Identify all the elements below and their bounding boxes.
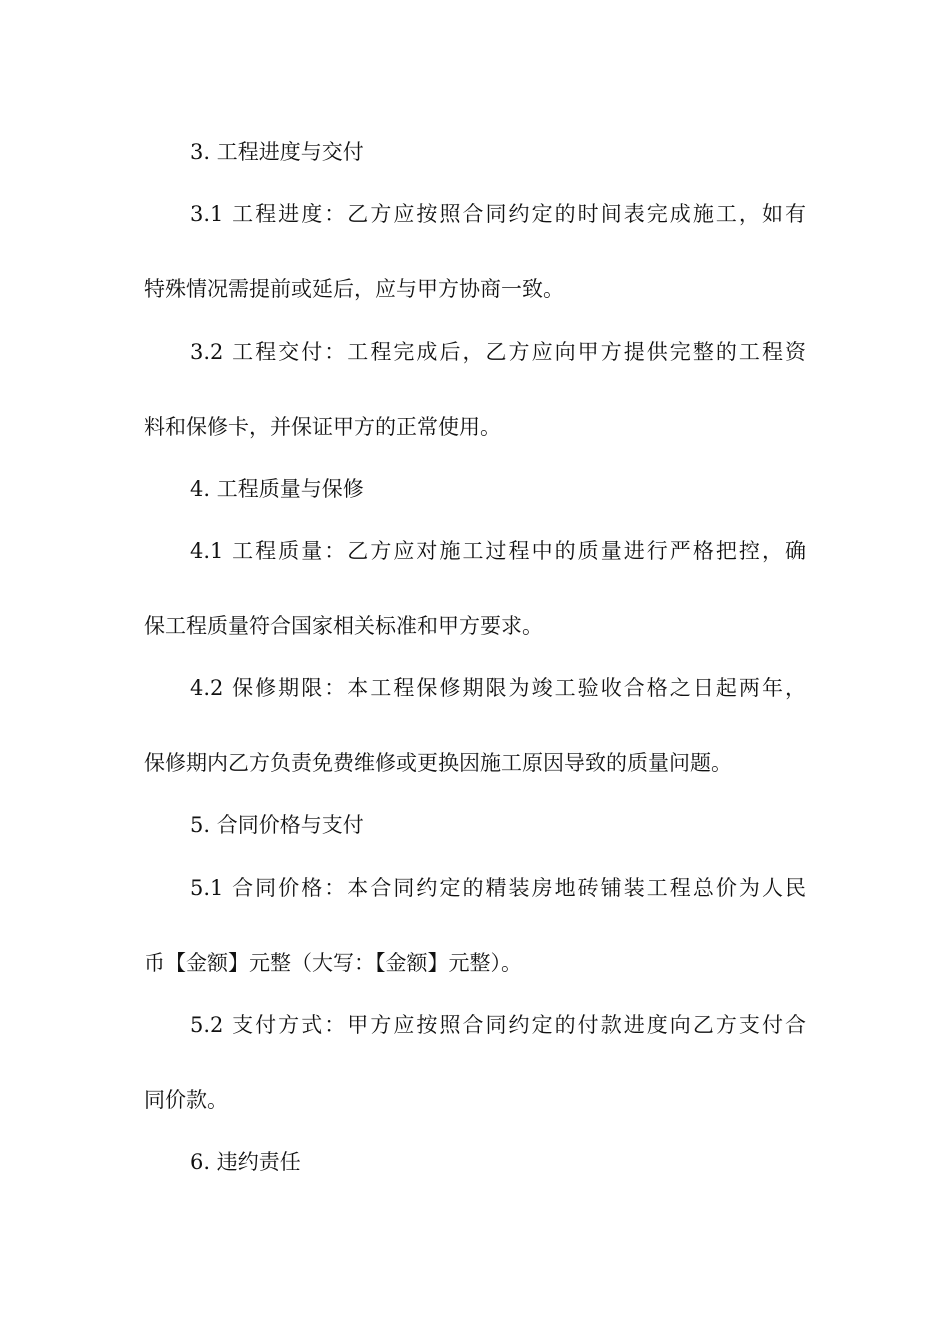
clause-4-2-line-1: 4.2 保修期限：本工程保修期限为竣工验收合格之日起两年， (190, 676, 806, 700)
section-heading-3: 3. 工程进度与交付 (190, 140, 364, 164)
section-heading-4: 4. 工程质量与保修 (190, 477, 364, 501)
clause-4-1-line-2: 保工程质量符合国家相关标准和甲方要求。 (144, 614, 543, 638)
clause-3-2-line-1: 3.2 工程交付：工程完成后，乙方应向甲方提供完整的工程资 (190, 340, 806, 364)
clause-3-1-line-2: 特殊情况需提前或延后，应与甲方协商一致。 (144, 277, 564, 301)
clause-4-2-line-2: 保修期内乙方负责免费维修或更换因施工原因导致的质量问题。 (144, 751, 732, 775)
clause-3-2-line-2: 料和保修卡，并保证甲方的正常使用。 (144, 415, 501, 439)
clause-4-1-line-1: 4.1 工程质量：乙方应对施工过程中的质量进行严格把控，确 (190, 539, 806, 563)
clause-5-2-line-1: 5.2 支付方式：甲方应按照合同约定的付款进度向乙方支付合 (190, 1013, 806, 1037)
section-heading-6: 6. 违约责任 (190, 1150, 301, 1174)
clause-5-1-line-1: 5.1 合同价格：本合同约定的精装房地砖铺装工程总价为人民 (190, 876, 806, 900)
clause-5-1-line-2: 币【金额】元整（大写：【金额】元整）。 (144, 951, 522, 975)
section-heading-5: 5. 合同价格与支付 (190, 813, 364, 837)
clause-5-2-line-2: 同价款。 (144, 1088, 228, 1112)
clause-3-1-line-1: 3.1 工程进度：乙方应按照合同约定的时间表完成施工，如有 (190, 202, 806, 226)
